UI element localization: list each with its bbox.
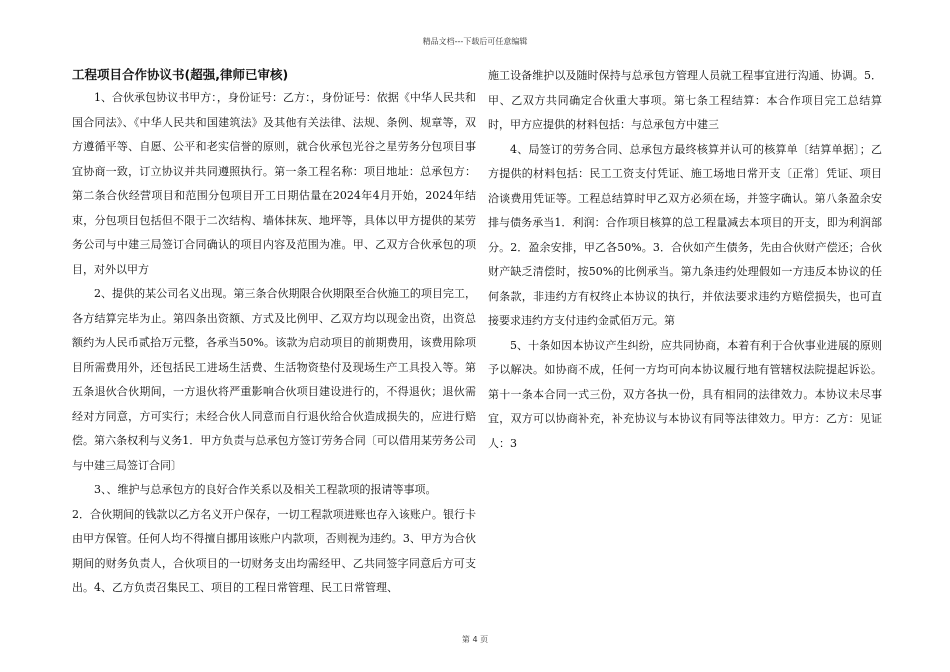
page-number: 第 4 页 [461, 635, 489, 644]
page-header: 精品文档---下载后可任意编辑 [422, 37, 528, 46]
paragraph: 2．合伙期间的钱款以乙方名义开户保存，一切工程款项进账也存入该账户。银行卡由甲方保管。任何人均不得擅自挪用该账户内款项，否则视为违约。3、甲方为合伙期间的财务负责人，合伙项目的一切财务支出均需经甲、乙共同签字同意后方可支出。4、乙方负责召集民工、项目的工程日常管理、民工日常管理、 [72, 507, 476, 594]
left-column [72, 64, 476, 601]
paragraph: 4、局签订的劳务合同、总承包方最终核算并认可的核算单〔结算单据〕；乙方提供的材料包括：民工工资支付凭证、施工场地日常开支〔正常〕凭证、项目洽谈费用凭证等。工程总结算时甲乙双方必须在场，并签字确认。第八条盈余安排与债务承当1．利润：合作项目核算的总工程量减去本项目的开支，即为利润部分。2．盈余安排，甲乙各50%。3．合伙如产生债务，先由合伙财产偿还；合伙财产缺乏清偿时，按50%的比例承当。第九条违约处理假如一方违反本协议的任何条款，非违约方有权终止本协议的执行，并依法要求违约方赔偿损失，也可直接要求违约方支付违约金贰佰万元。第 [488, 142, 882, 327]
paragraph: 1、合伙承包协议书甲方：，身份证号：乙方：，身份证号：依据《中华人民共和国合同法》、《中华人民共和国建筑法》及其他有关法律、法规、条例、规章等，双方遵循平等、自愿、公平和老实信誉的原则，就合伙承包光谷之星劳务分包项目事宜协商一致，订立协议并共同遵照执行。第一条工程名称：项目地址：总承包方：第二条合伙经营项目和范围分包项目开工日期估量在2024年4月开始，2024年结束，分包项目包括但不限于二次结构、墙体抹灰、地坪等，具体以甲方提供的某劳务公司与中建三局签订合同确认的项目内容及范围为准。甲、乙双方合伙承包的项目，对外以甲方 [72, 91, 476, 276]
paragraph: 5、十条如因本协议产生纠纷，应共同协商，本着有利于合伙事业进展的原则予以解决。如协商不成，任何一方均可向本协议履行地有管辖权法院提起诉讼。第十一条本合同一式三份，双方各执一份，具有相同的法律效力。本协议未尽事宜，双方可以协商补充，补充协议与本协议有同等法律效力。甲方：乙方：见证人：3 [488, 338, 882, 450]
document-title: 工程项目合作协议书(超强,律师已审核) [72, 67, 289, 82]
right-column [488, 64, 882, 456]
paragraph: 3、、维护与总承包方的良好合作关系以及相关工程款项的报请等事项。 [94, 483, 437, 496]
paragraph: 施工设备维护以及随时保持与总承包方管理人员就工程事宜进行沟通、协调。5．甲、乙双方共同确定合伙重大事项。第七条工程结算：本合作项目完工总结算时，甲方应提供的材料包括：与总承包方中建三 [488, 69, 882, 131]
paragraph: 2、提供的某公司名义出现。第三条合伙期限合伙期限至合伙施工的项目完工，各方结算完毕为止。第四条出资额、方式及比例甲、乙双方均以现金出资，出资总额约为人民币贰拾万元整，各承当50%。该款为启动项目的前期费用，该费用除项目所需费用外，还包括民工进场生活费、生活物资垫付及现场生产工具投入等。第五条退伙合伙期间，一方退伙将严重影响合伙项目建设进行的，不得退伙；退伙需经对方同意，方可实行；未经合伙人同意而自行退伙给合伙造成损失的，应进行赔偿。第六条权利与义务1．甲方负责与总承包方签订劳务合同〔可以借用某劳务公司与中建三局签订合同〕 [72, 287, 476, 472]
